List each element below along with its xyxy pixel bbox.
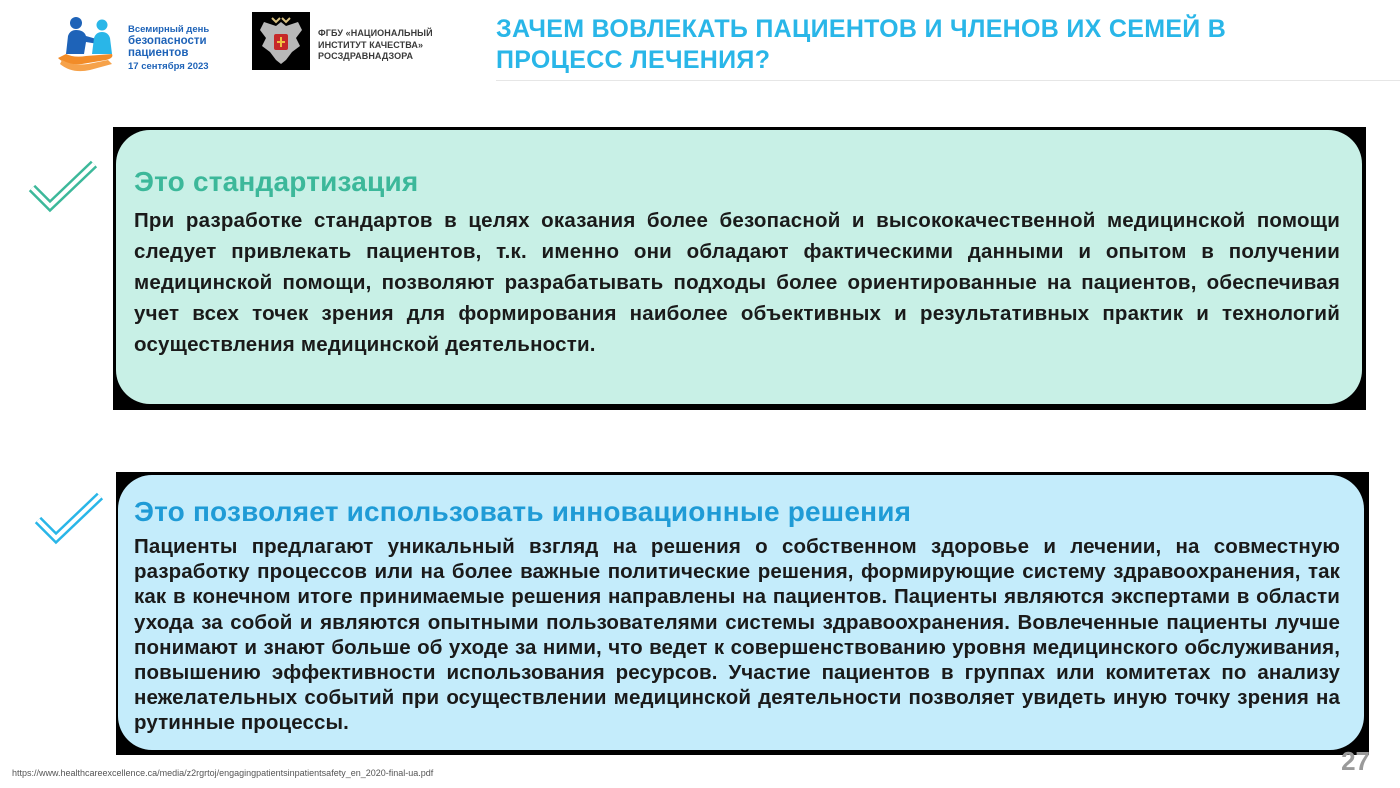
block-text: При разработке стандартов в целях оказания более безопасной и высококачественной медицинской помощи следует привлекать пациентов, т.к. именно они обладают фактическими данными и опытом в получении медицинской помощи, позволяют разрабатывать подходы более ориентированные на пациентов, обеспечивая учет всех точек зрения для формирования наиболее объективных и результативных практик и технологий осуществления медицинской деятельности. — [134, 209, 1340, 356]
institute-line: ФГБУ «НАЦИОНАЛЬНЫЙ — [318, 28, 433, 38]
institute-line: ИНСТИТУТ КАЧЕСТВА» — [318, 39, 424, 50]
checkmark-icon — [34, 490, 104, 546]
logo-line: пациентов — [128, 47, 189, 59]
source-link[interactable]: https://www.healthcareexcellence.ca/media/z2rgrtoj/engagingpatientsinpatientsafety_en_2020-final-ua.pdf — [12, 768, 434, 778]
logo-date: 17 сентября 2023 — [128, 61, 209, 72]
block-heading: Это стандартизация — [134, 166, 419, 197]
page-number: 27 — [1341, 746, 1370, 776]
checkmark-icon — [28, 158, 98, 214]
slide-title: ЗАЧЕМ ВОВЛЕКАТЬ ПАЦИЕНТОВ И ЧЛЕНОВ ИХ СЕМЕЙ В ПРОЦЕСС ЛЕЧЕНИЯ? — [496, 15, 1227, 74]
title-divider — [496, 80, 1400, 81]
people-hands-icon — [56, 14, 122, 74]
block-heading: Это позволяет использовать инновационные решения — [134, 496, 912, 527]
block-text: Пациенты предлагают уникальный взгляд на решения о собственном здоровье и лечении, на совместную разработку процессов или на более важные политические решения, формирующие систему здравоохранения, так как в конечном итоге принимаемые решения направлены на пациентов. Пациенты являются экспертами в области ухода за собой и являются опытными пользователями системы здравоохранения. Вовлеченные пациенты лучше понимают и знают больше об уходе за ними, что ведет к совершенствованию уровня медицинского обслуживания, повышению эффективности использования ресурсов. Участие пациентов в группах или комитетах по анализу нежелательных событий при осуществлении медицинской деятельности позволяет увидеть иную точку зрения на рутинные процессы. — [134, 535, 1340, 735]
institute-line: РОСЗДРАВНАДЗОРА — [318, 51, 414, 61]
logo-line: Всемирный день — [128, 24, 210, 35]
institute-name — [318, 28, 433, 63]
roszdravnadzor-emblem — [252, 12, 310, 70]
double-eagle-icon — [252, 12, 310, 70]
patient-safety-day-logo — [56, 14, 226, 74]
logo-line: безопасности — [128, 35, 207, 47]
